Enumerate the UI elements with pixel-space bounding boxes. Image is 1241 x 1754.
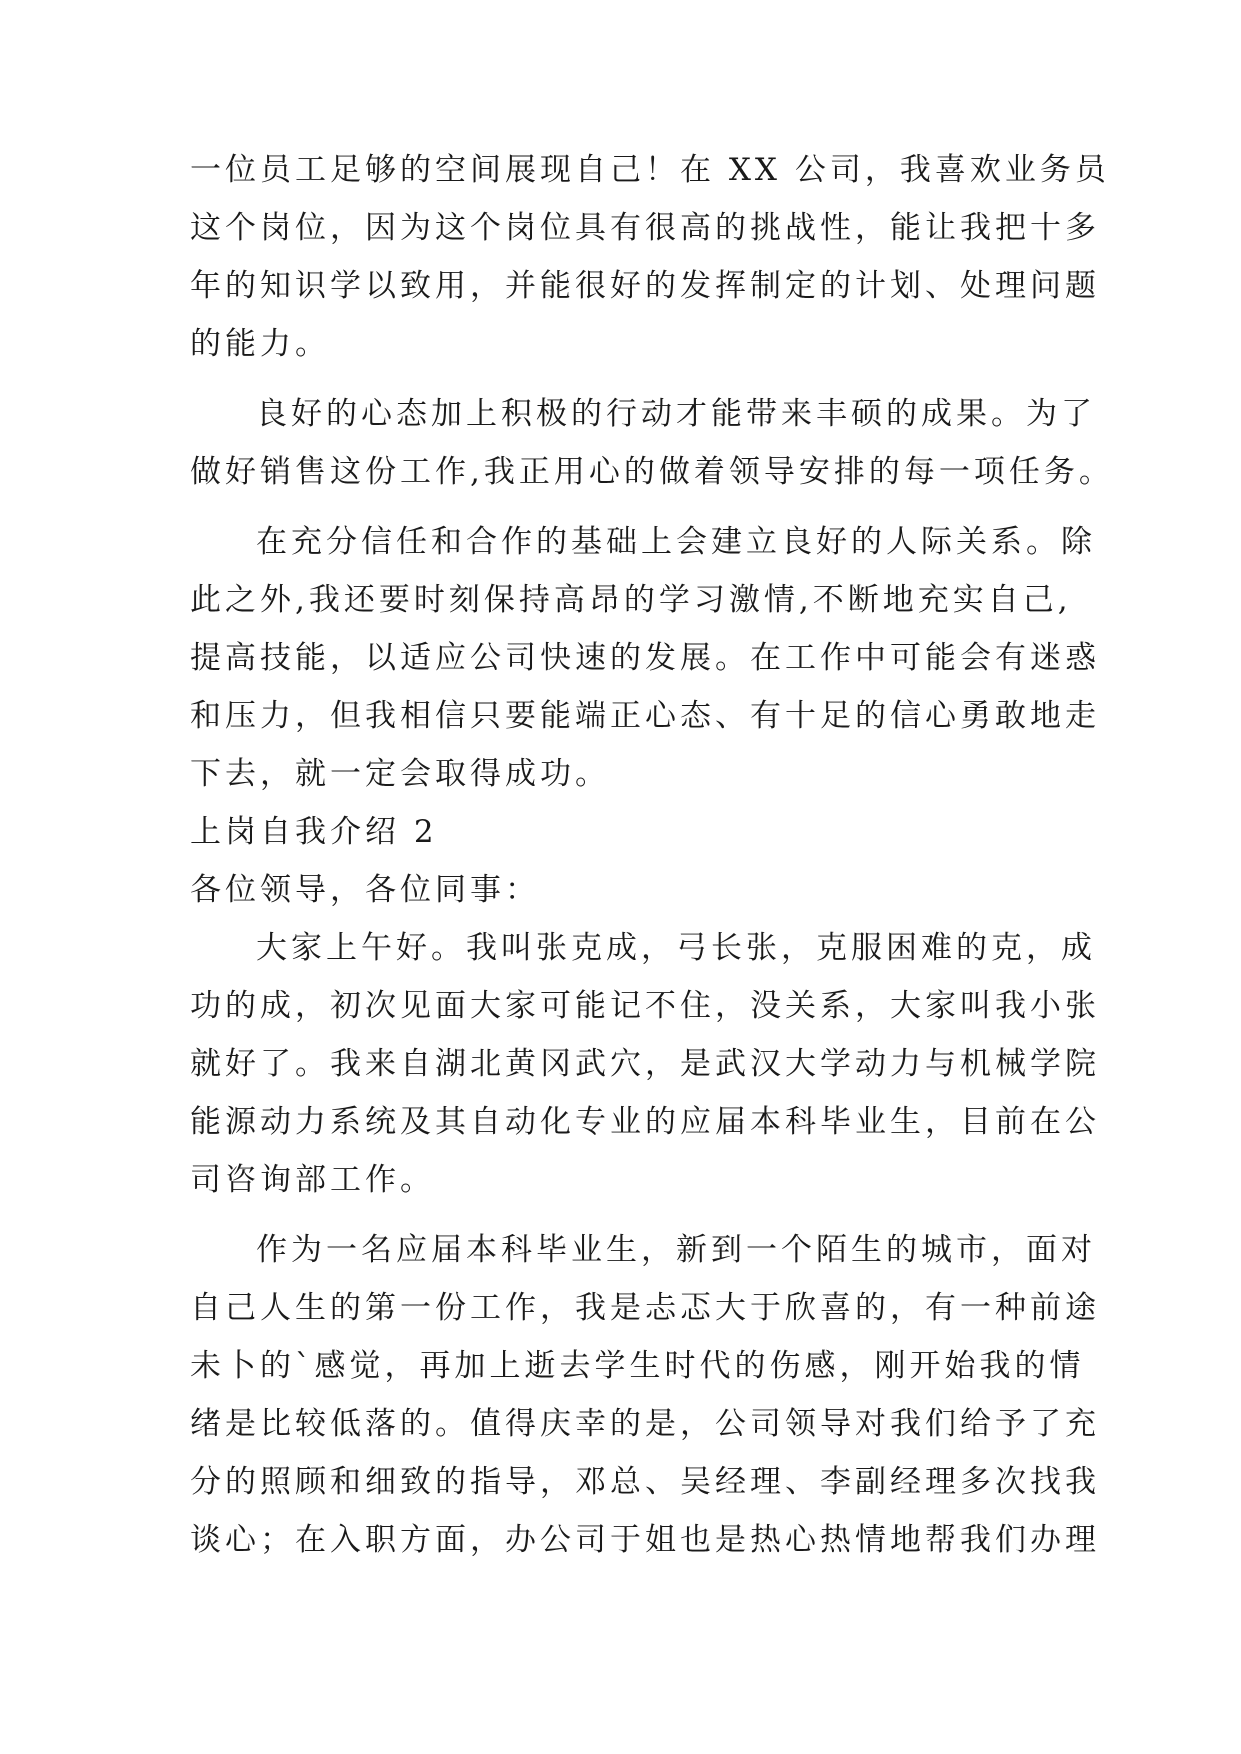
text-line: 作为一名应届本科毕业生，新到一个陌生的城市，面对 — [256, 1232, 1096, 1268]
text-line: 下去，就一定会取得成功。 — [190, 756, 610, 792]
section-heading: 上岗自我介绍 2 — [190, 814, 438, 850]
salutation: 各位领导，各位同事： — [190, 872, 540, 908]
text-line: 此之外,我还要时刻保持高昂的学习激情,不断地充实自己, — [190, 582, 1072, 618]
text-line: 在充分信任和合作的基础上会建立良好的人际关系。除 — [256, 524, 1096, 560]
text-line: 司咨询部工作。 — [190, 1162, 435, 1198]
text-line: 就好了。我来自湖北黄冈武穴，是武汉大学动力与机械学院 — [190, 1046, 1100, 1082]
text-line: 未卜的`感觉，再加上逝去学生时代的伤感，刚开始我的情 — [190, 1348, 1085, 1384]
text-line: 谈心；在入职方面，办公司于姐也是热心热情地帮我们办理 — [190, 1522, 1100, 1558]
text-line: 这个岗位，因为这个岗位具有很高的挑战性，能让我把十多 — [190, 210, 1100, 246]
text-line: 的能力。 — [190, 326, 330, 362]
text-line: 分的照顾和细致的指导，邓总、吴经理、李副经理多次找我 — [190, 1464, 1100, 1500]
text-line: 年的知识学以致用，并能很好的发挥制定的计划、处理问题 — [190, 268, 1100, 304]
text-line: 能源动力系统及其自动化专业的应届本科毕业生，目前在公 — [190, 1104, 1100, 1140]
text-line: 提高技能，以适应公司快速的发展。在工作中可能会有迷惑 — [190, 640, 1100, 676]
text-line: 良好的心态加上积极的行动才能带来丰硕的成果。为了 — [256, 396, 1096, 432]
text-line: 绪是比较低落的。值得庆幸的是，公司领导对我们给予了充 — [190, 1406, 1100, 1442]
text-line: 功的成，初次见面大家可能记不住，没关系，大家叫我小张 — [190, 988, 1100, 1024]
text-line: 大家上午好。我叫张克成，弓长张，克服困难的克，成 — [256, 930, 1096, 966]
text-line: 做好销售这份工作,我正用心的做着领导安排的每一项任务。 — [190, 454, 1114, 490]
text-line: 自己人生的第一份工作，我是忐忑大于欣喜的，有一种前途 — [190, 1290, 1100, 1326]
text-line: 和压力，但我相信只要能端正心态、有十足的信心勇敢地走 — [190, 698, 1100, 734]
text-line: 一位员工足够的空间展现自己！在 XX 公司，我喜欢业务员 — [190, 152, 1110, 188]
